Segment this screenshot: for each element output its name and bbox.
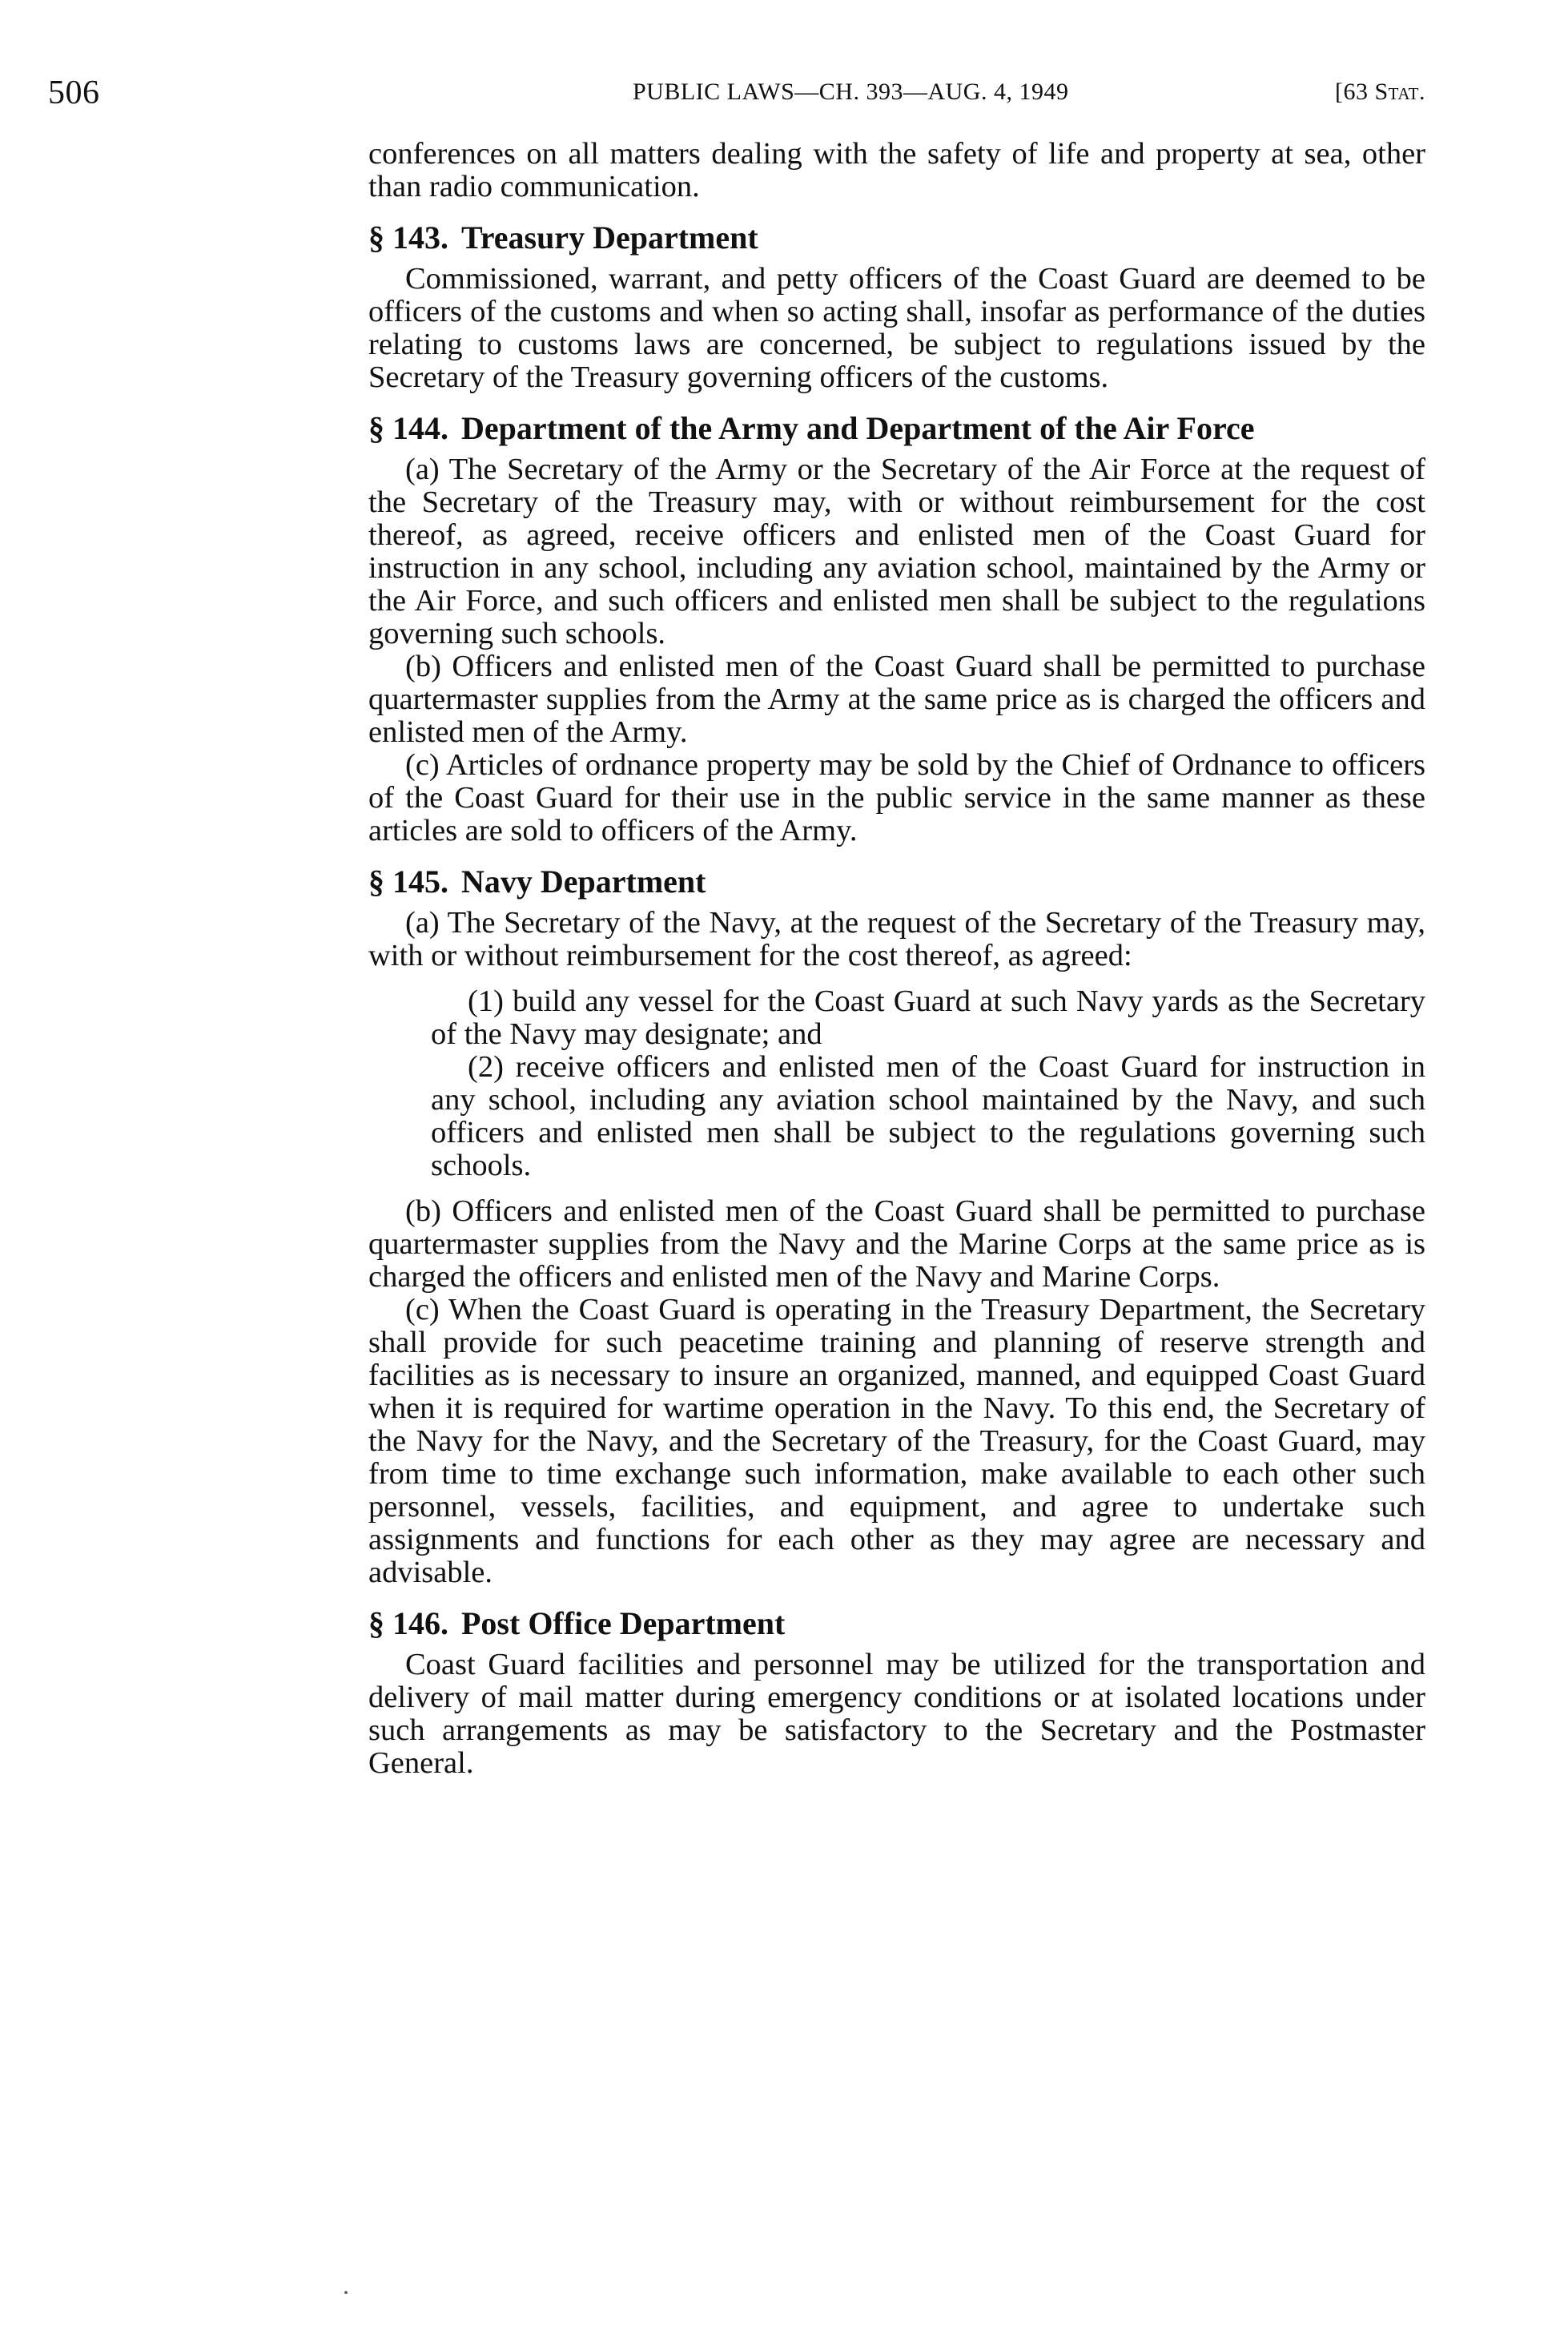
document-body	[368, 138, 1425, 1780]
volume-prefix: [63	[1335, 79, 1375, 105]
section-number: § 146.	[368, 1605, 448, 1641]
section-145-a2: (2) receive officers and enlisted men of the Coast Guard for instruction in any school, including any aviation school maintained by the Navy, and such officers and enlisted men shall be subject to the regulations governing such schools.	[431, 1050, 1425, 1182]
spacer	[368, 1182, 1425, 1195]
section-number: § 145.	[368, 864, 448, 900]
section-144-heading	[368, 409, 1425, 449]
section-number: § 144.	[368, 410, 448, 446]
volume-citation	[1335, 79, 1425, 106]
section-145-b: (b) Officers and enlisted men of the Coast Guard shall be permitted to purchase quartermaster supplies from the Navy and the Marine Corps at the same price as is charged the officers and enlisted men of the Navy and Marine Corps.	[368, 1194, 1425, 1294]
section-146-text: Coast Guard facilities and personnel may be utilized for the transportation and delivery of mail matter during emergency conditions or at isolated locations under such arrangements as may be satisfactory to the Secretary and the Postmaster General.	[368, 1648, 1425, 1780]
section-title: Treasury Department	[461, 219, 758, 256]
volume-stat: Stat.	[1374, 79, 1425, 105]
section-145-a: (a) The Secretary of the Navy, at the request of the Secretary of the Treasury may, with or without reimbursement for the cost thereof, as agreed:	[368, 906, 1425, 972]
page-number: 506	[48, 74, 100, 111]
section-title: Navy Department	[461, 864, 706, 900]
section-145-c: (c) When the Coast Guard is operating in the Treasury Department, the Secretary shall provide for such peacetime training and planning of reserve strength and facilities as is necessary to insure an organized, manned, and equipped Coast Guard when it is required for wartime operation in the Navy. To this end, the Secretary of the Navy for the Navy, and the Secretary of the Treasury, for the Coast Guard, may from time to time exchange such information, make available to each other such personnel, vessels, facilities, and equipment, and agree to undertake such assignments and functions for each other as they may agree are necessary and advisable.	[368, 1293, 1425, 1589]
section-143-heading	[368, 218, 1425, 258]
section-number: § 143.	[368, 219, 448, 256]
section-144-c: (c) Articles of ordnance property may be sold by the Chief of Ordnance to officers of the Coast Guard for their use in the public service in the same manner as these articles are sold to officers of the Army.	[368, 748, 1425, 847]
section-146-heading	[368, 1604, 1425, 1644]
section-144-b: (b) Officers and enlisted men of the Coast Guard shall be permitted to purchase quartermaster supplies from the Army at the same price as is charged the officers and enlisted men of the Army.	[368, 650, 1425, 749]
section-144-a: (a) The Secretary of the Army or the Secretary of the Air Force at the request of the Secretary of the Treasury may, with or without reimbursement for the cost thereof, as agreed, receive officers and enlisted men of the Coast Guard for instruction in any school, including any aviation school, maintained by the Army or the Air Force, and such officers and enlisted men shall be subject to the regulations governing such schools.	[368, 453, 1425, 650]
running-title: PUBLIC LAWS—CH. 393—AUG. 4, 1949	[633, 79, 1069, 105]
section-143-text: Commissioned, warrant, and petty officers of the Coast Guard are deemed to be officers of the customs and when so acting shall, insofar as performance of the duties relating to customs laws are concerned, be subject to regulations issued by the Secretary of the Treasury governing officers of the customs.	[368, 262, 1425, 394]
section-145-a1: (1) build any vessel for the Coast Guard at such Navy yards as the Secretary of the Navy may designate; and	[431, 984, 1425, 1051]
stray-mark	[344, 2291, 348, 2294]
running-head	[48, 74, 1425, 114]
spacer	[368, 972, 1425, 985]
section-145-heading	[368, 862, 1425, 902]
section-title: Department of the Army and Department of the Air Force	[461, 410, 1255, 446]
section-title: Post Office Department	[461, 1605, 786, 1641]
continued-paragraph: conferences on all matters dealing with the safety of life and property at sea, other than radio communication.	[368, 137, 1425, 203]
